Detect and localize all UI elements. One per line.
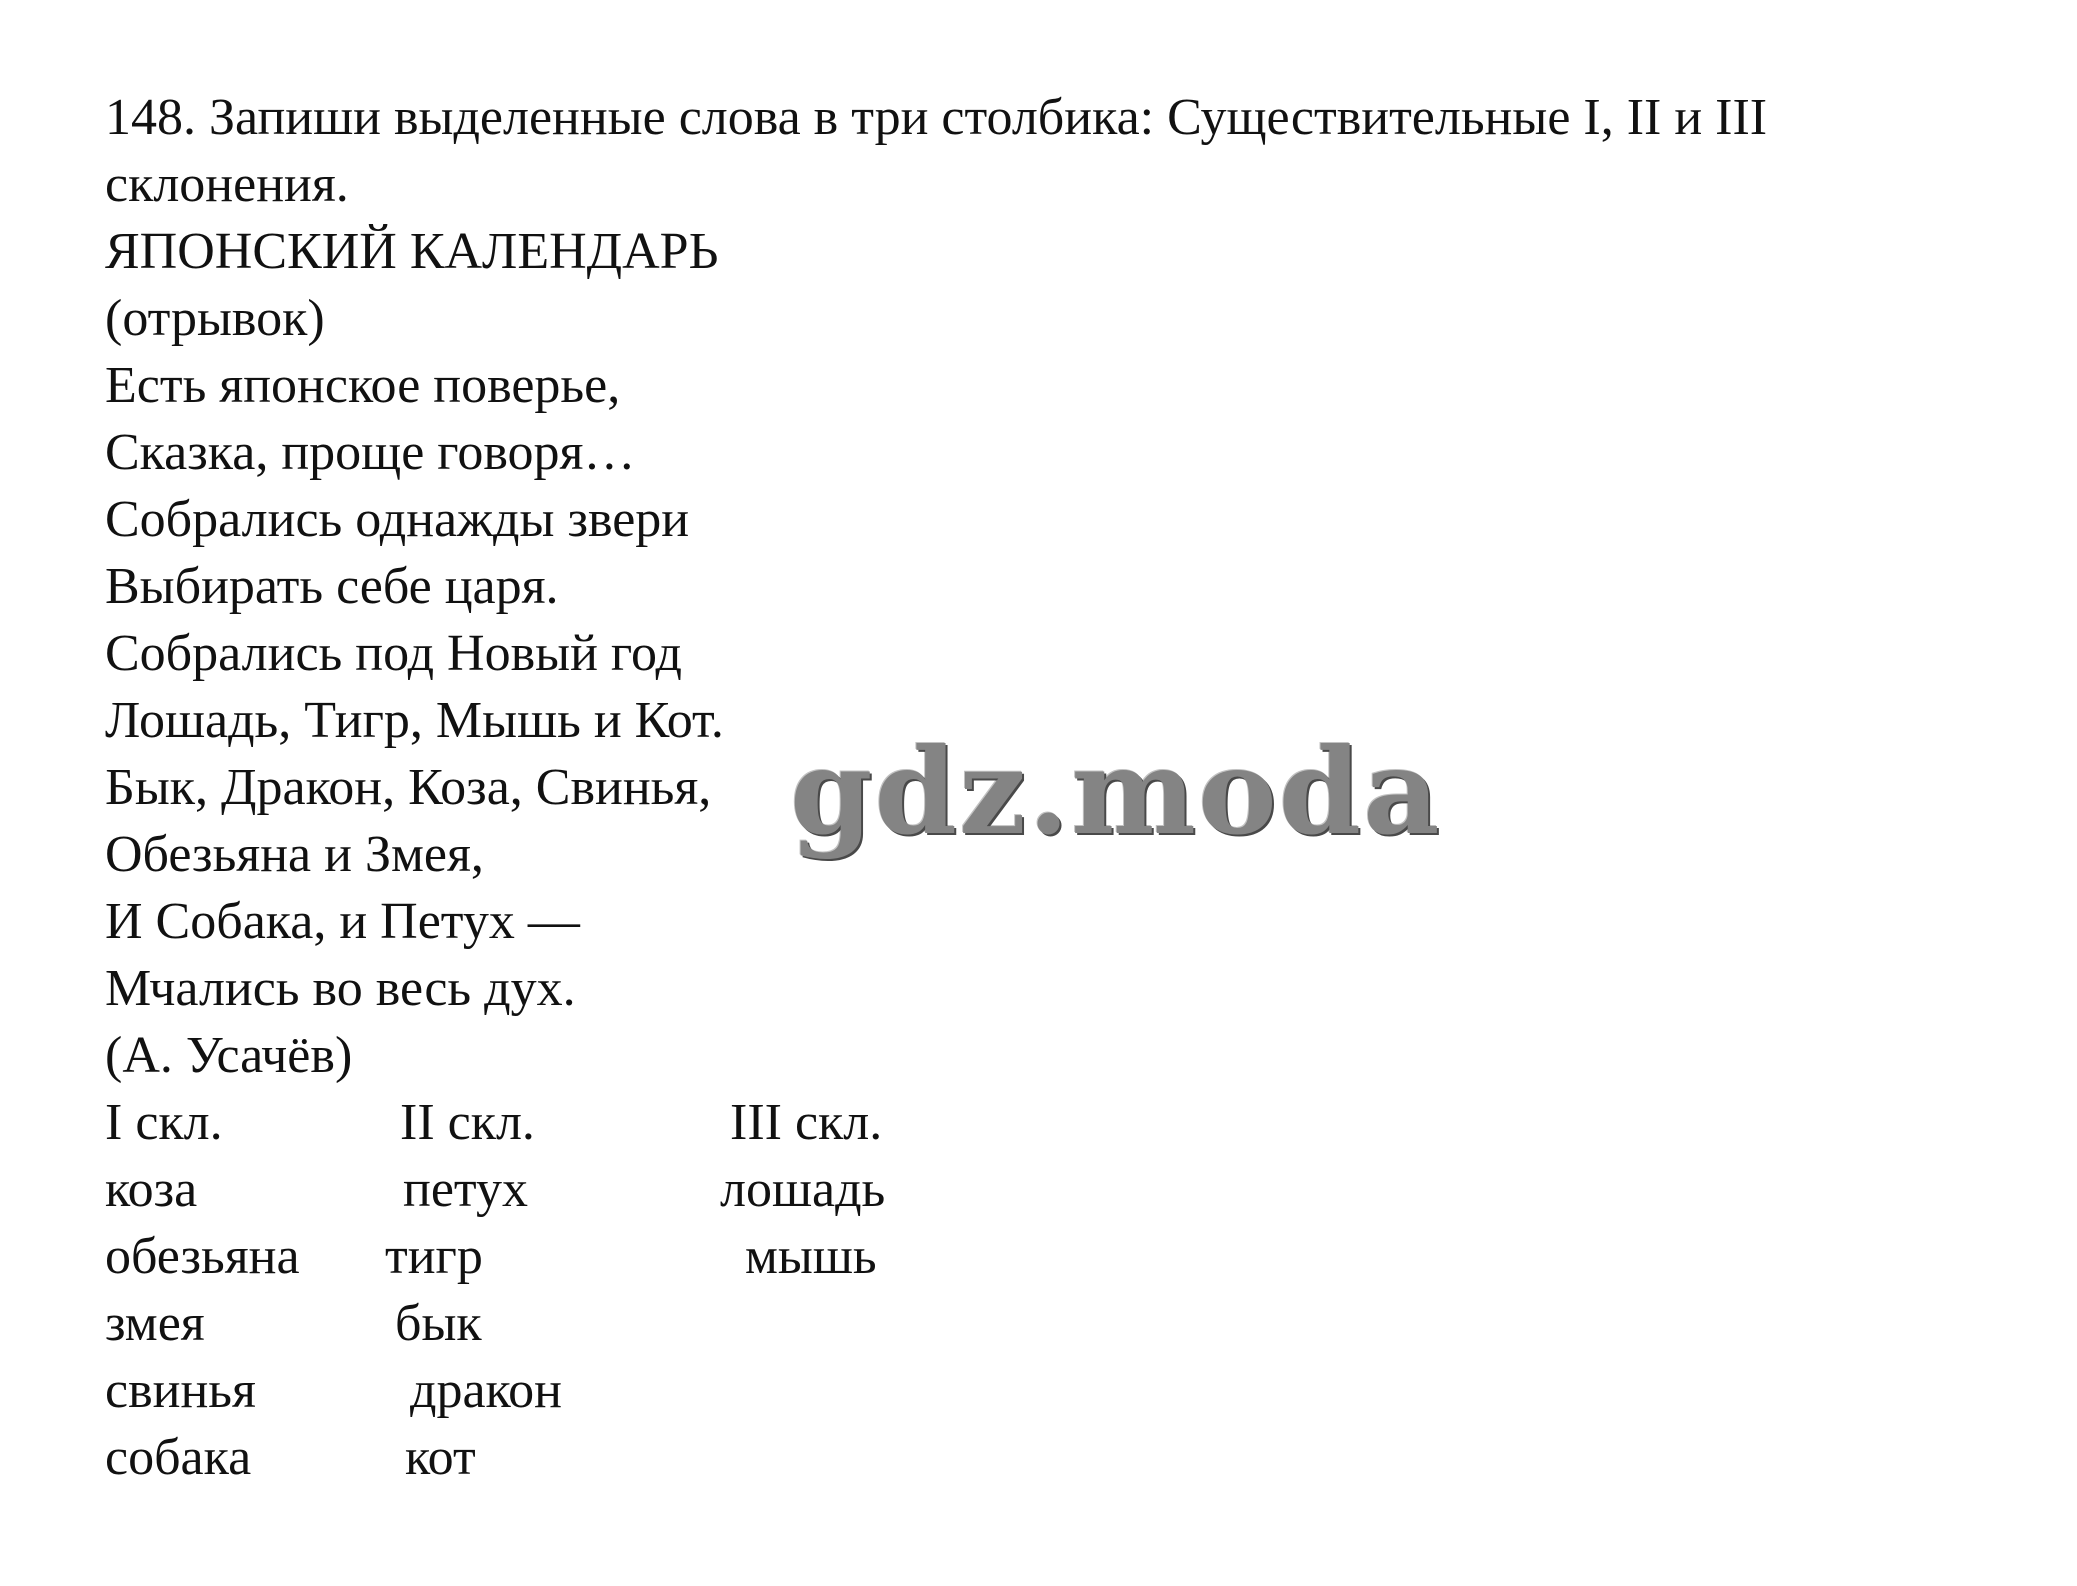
column-word: петух: [403, 1161, 528, 1218]
poem-line: Бык, Дракон, Коза, Свинья,: [105, 759, 712, 816]
column-header: I скл.: [105, 1094, 223, 1151]
column-word: бык: [395, 1295, 482, 1352]
column-word: кот: [405, 1429, 476, 1486]
column-first-declension: [105, 1089, 300, 1491]
column-word: дракон: [410, 1362, 562, 1419]
poem-line: Сказка, проще говоря…: [105, 424, 636, 481]
poem-title: ЯПОНСКИЙ КАЛЕНДАРЬ: [105, 223, 719, 280]
column-header: II скл.: [400, 1094, 535, 1151]
poem-line: Есть японское поверье,: [105, 357, 621, 414]
poem-line: Выбирать себе царя.: [105, 558, 559, 615]
column-third-declension: [615, 1089, 885, 1290]
declension-columns: [105, 1089, 2005, 1491]
poem-line: Собрались под Новый год: [105, 625, 682, 682]
column-second-declension: [385, 1089, 562, 1491]
column-word: свинья: [105, 1362, 256, 1419]
column-header: III скл.: [730, 1094, 883, 1151]
poem-line: И Собака, и Петух —: [105, 893, 580, 950]
poem-line: Собрались однажды звери: [105, 491, 690, 548]
watermark: gdz.moda: [790, 722, 1442, 861]
poem-author: (А. Усачёв): [105, 1027, 353, 1084]
column-word: собака: [105, 1429, 252, 1486]
column-word: тигр: [385, 1228, 483, 1285]
poem-line: Обезьяна и Змея,: [105, 826, 484, 883]
task-text-line-2: склонения.: [105, 156, 349, 213]
poem-line: Лошадь, Тигр, Мышь и Кот.: [105, 692, 724, 749]
task-text-line-1: 148. Запиши выделенные слова в три столбика: Существительные I, II и III: [105, 89, 1768, 146]
column-word: коза: [105, 1161, 198, 1218]
poem-line: Мчались во весь дух.: [105, 960, 576, 1017]
column-word: лошадь: [720, 1161, 886, 1218]
column-word: мышь: [745, 1228, 877, 1285]
poem-subtitle: (отрывок): [105, 290, 325, 347]
column-word: змея: [105, 1295, 205, 1352]
column-word: обезьяна: [105, 1228, 300, 1285]
